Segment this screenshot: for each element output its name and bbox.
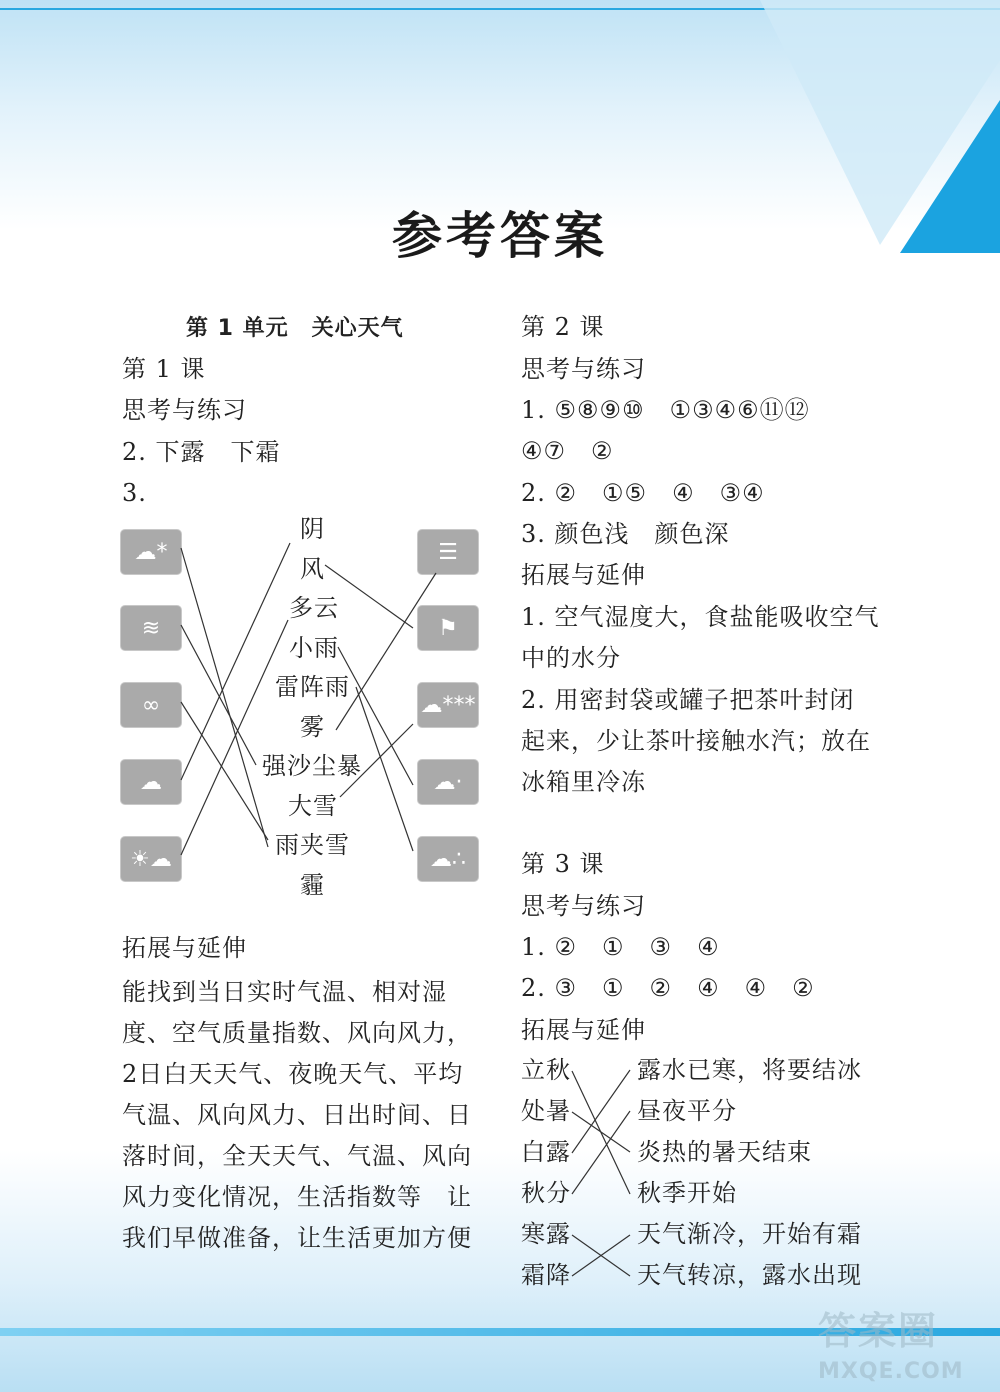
lesson-3-practice: 思考与练习	[521, 892, 646, 920]
solar-term: 白露	[521, 1138, 571, 1166]
match-word: 雨夹雪	[275, 831, 350, 859]
lesson-3-heading: 第 3 课	[521, 850, 605, 878]
haze-icon: ∞	[121, 683, 181, 727]
term-meaning: 秋季开始	[637, 1179, 737, 1207]
fog-icon: ☰	[418, 530, 478, 574]
lesson-2-practice: 思考与练习	[521, 355, 646, 383]
lesson-3-extend: 拓展与延伸	[521, 1016, 646, 1044]
term-meaning: 天气渐冷，开始有霜	[637, 1220, 862, 1248]
lesson-2-heading: 第 2 课	[521, 313, 605, 341]
lesson-2-e2: 2. 用密封袋或罐子把茶叶封闭	[521, 686, 855, 714]
lesson-2-q3: 3. 颜色浅 颜色深	[521, 520, 730, 548]
wind-flag-icon: ⚑	[418, 606, 478, 650]
solar-term: 处暑	[521, 1097, 571, 1125]
unit-title: 第 1 单元 关心天气	[186, 316, 404, 341]
match-word: 阴	[300, 515, 325, 543]
match-word: 大雪	[288, 792, 338, 820]
lesson-2-e2-cont2: 冰箱里冷冻	[521, 768, 646, 796]
match-word: 小雨	[289, 634, 339, 662]
lesson-3-q1: 1. ② ① ③ ④	[521, 933, 720, 961]
solar-term: 秋分	[521, 1179, 571, 1207]
match-word: 雾	[300, 713, 325, 741]
lesson-2-q1-cont: ④⑦ ②	[521, 437, 614, 465]
term-meaning: 昼夜平分	[637, 1097, 737, 1125]
extend-paragraph: 能找到当日实时气温、相对湿度、空气质量指数、风向风力，2日白天天气、夜晚天气、平均气温、风向风力、日出时间、日落时间，全天天气、气温、风向风力变化情况，生活指数等 让我们早做准备，让生活更加方便	[122, 978, 472, 1252]
lesson-1-heading: 第 1 课	[122, 355, 206, 383]
lesson-2-e1-cont: 中的水分	[521, 644, 621, 672]
solar-term: 霜降	[521, 1261, 571, 1289]
match-word: 强沙尘暴	[262, 752, 362, 780]
partly-cloudy-icon: ☀☁	[121, 837, 181, 881]
term-meaning: 炎热的暑天结束	[637, 1138, 812, 1166]
lesson-2-q1: 1. ⑤⑧⑨⑩ ①③④⑥⑪⑫	[521, 396, 810, 424]
snow-cloud-icon: ☁*	[121, 530, 181, 574]
lesson-2-extend: 拓展与延伸	[521, 561, 646, 589]
dust-storm-icon: ≋	[121, 606, 181, 650]
heavy-snow-icon: ☁***	[418, 683, 478, 727]
match-word: 霾	[300, 871, 325, 899]
lesson-2-e1: 1. 空气湿度大，食盐能吸收空气	[521, 603, 880, 631]
lesson-2-q2: 2. ② ①⑤ ④ ③④	[521, 479, 765, 507]
match-word: 多云	[289, 594, 339, 622]
extend-heading: 拓展与延伸	[122, 934, 247, 962]
solar-term: 立秋	[521, 1056, 571, 1084]
term-meaning: 天气转凉，露水出现	[637, 1261, 862, 1289]
watermark-logo: 答案圈 MXQE.COM	[818, 1309, 964, 1384]
practice-heading: 思考与练习	[122, 396, 247, 424]
term-meaning: 露水已寒，将要结冰	[637, 1056, 862, 1084]
light-rain-icon: ☁·	[418, 760, 478, 804]
lesson-2-e2-cont: 起来，少让茶叶接触水汽；放在	[521, 727, 871, 755]
page-title: 参考答案	[392, 207, 608, 265]
lesson-3-q2: 2. ③ ① ② ④ ④ ②	[521, 974, 815, 1002]
match-word: 雷阵雨	[275, 673, 350, 701]
answer-q3: 3.	[122, 479, 147, 507]
solar-term: 寒露	[521, 1220, 571, 1248]
answer-q2: 2. 下露 下霜	[122, 438, 281, 466]
match-word: 风	[300, 555, 325, 583]
overcast-icon: ☁	[121, 760, 181, 804]
thunderstorm-icon: ☁∴	[418, 837, 478, 881]
